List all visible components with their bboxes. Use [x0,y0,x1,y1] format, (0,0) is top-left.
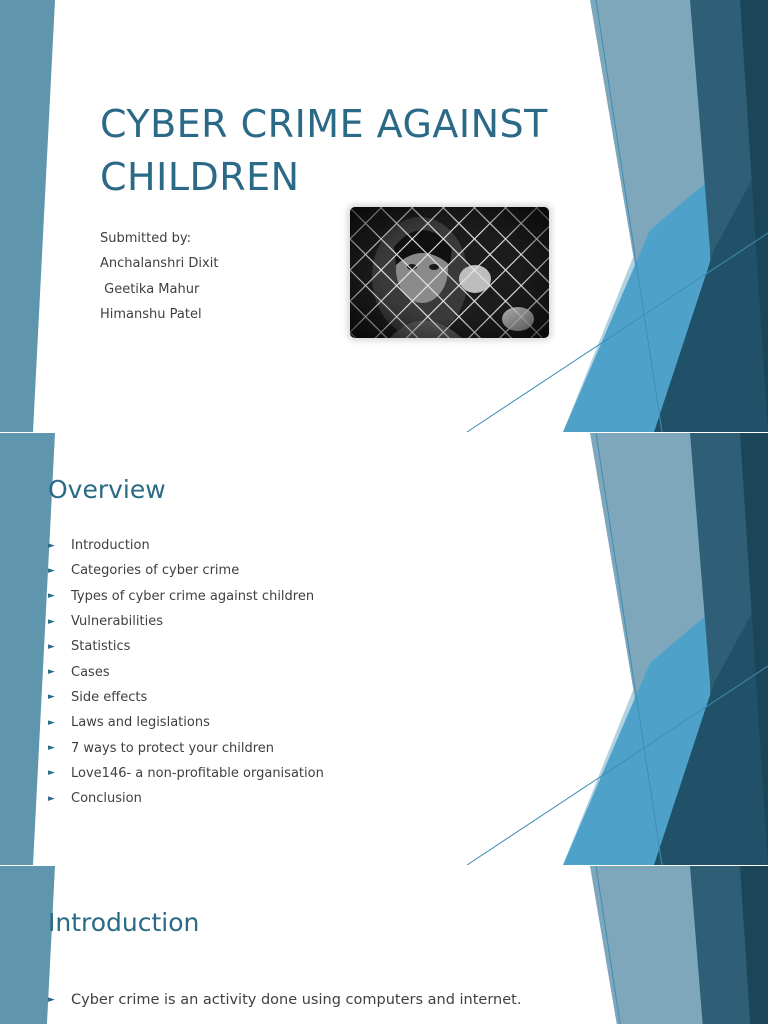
author-name: Anchalanshri Dixit [100,256,219,272]
list-item-label: Side effects [71,689,148,705]
bullet-arrow-icon: ► [48,667,55,678]
overview-list [48,533,324,811]
slide-introduction [0,866,768,1024]
list-item-label: Categories of cyber crime [71,563,240,579]
bullet-arrow-icon: ► [48,616,55,627]
list-item-label: Introduction [71,538,150,554]
list-item [48,634,324,659]
list-item [48,685,324,710]
submitted-by-label: Submitted by: [100,231,191,246]
list-item-label: Laws and legislations [71,715,210,731]
bullet-arrow-icon: ► [48,717,55,728]
submitted-by-block [100,226,218,327]
list-item [48,987,521,1012]
list-item-label: Cyber crime is an activity done using computers and internet. [71,991,522,1008]
bullet-arrow-icon: ► [48,591,55,602]
list-item [48,659,324,684]
list-item [48,710,324,735]
slide-title [0,0,768,432]
child-behind-fence-photo [350,207,549,338]
introduction-heading: Introduction [48,908,200,937]
author-name: Geetika Mahur [100,281,200,297]
bullet-arrow-icon: ► [48,565,55,576]
list-item [48,584,324,609]
list-item [48,558,324,583]
presentation-title: CYBER CRIME AGAINST CHILDREN [100,102,548,199]
list-item-label: Conclusion [71,791,142,807]
bullet-arrow-icon: ► [48,743,55,754]
introduction-list [48,987,521,1012]
list-item [48,735,324,760]
list-item-label: 7 ways to protect your children [71,740,275,756]
list-item-label: Love146- a non-profitable organisation [71,765,324,781]
overview-heading: Overview [48,475,166,504]
list-item-label: Types of cyber crime against children [71,588,315,604]
list-item-label: Vulnerabilities [71,614,163,630]
slide-overview [0,433,768,865]
author-name: Himanshu Patel [100,306,202,322]
bullet-arrow-icon: ► [48,540,55,551]
bullet-arrow-icon: ► [48,641,55,652]
list-item [48,786,324,811]
list-item [48,533,324,558]
list-item-label: Cases [71,664,110,680]
list-item [48,761,324,786]
list-item-label: Statistics [71,639,131,655]
bullet-arrow-icon: ► [48,768,55,779]
bullet-arrow-icon: ► [48,793,55,804]
bullet-arrow-icon: ► [48,994,55,1005]
bullet-arrow-icon: ► [48,692,55,703]
list-item [48,609,324,634]
